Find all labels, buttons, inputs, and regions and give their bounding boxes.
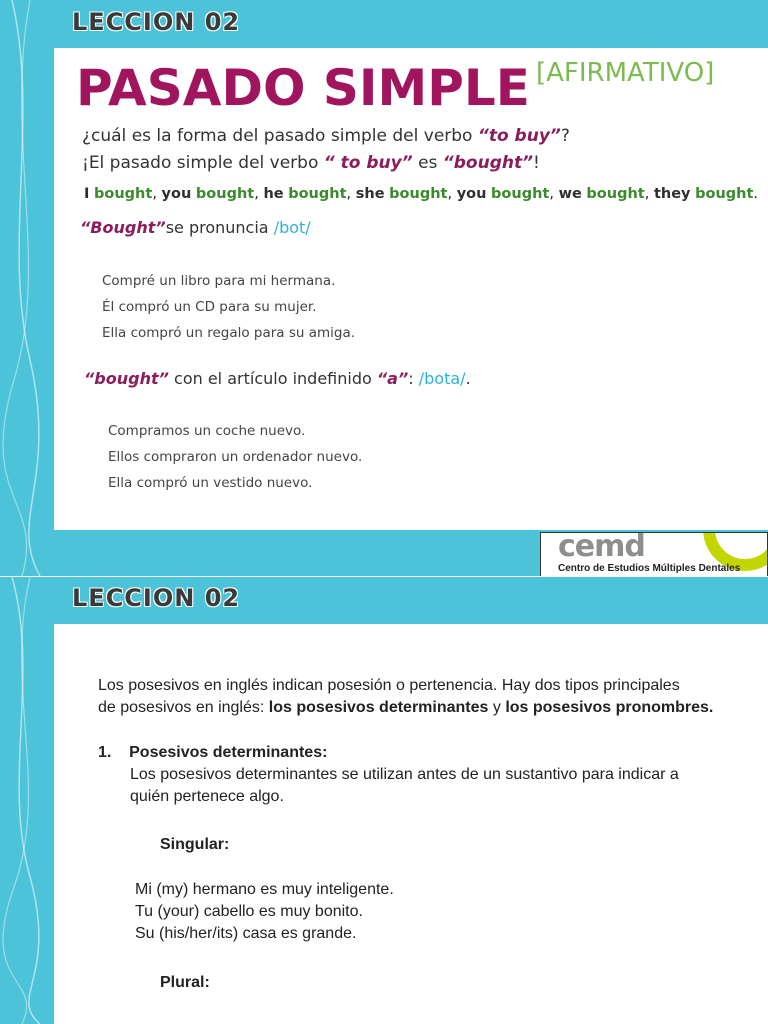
conj-pronoun: you — [161, 186, 192, 202]
conj-verb: bought — [695, 186, 754, 202]
conj-verb: bought — [94, 186, 153, 202]
intro-paragraph: Los posesivos en inglés indican posesión o pertenencia. Hay dos tipos principales de posesivos en inglés: los posesivos determinantes y los posesivos pronombres. — [98, 677, 714, 716]
conj-verb: bought — [491, 186, 550, 202]
lesson-title: LECCION 02 — [72, 8, 241, 36]
singular-examples: Mi (my) hermano es muy inteligente. Tu (your) cabello es muy bonito. Su (his/her/its) casa es grande. — [135, 881, 394, 942]
section-heading: 1. Posesivos determinantes: — [98, 744, 328, 761]
page-title: PASADO SIMPLE — [76, 59, 530, 117]
section-text: Los posesivos determinantes se utilizan antes de un sustantivo para indicar a quién pertenece algo. — [130, 766, 679, 805]
subtitle: [AFIRMATIVO] — [536, 58, 715, 88]
conj-pronoun: he — [263, 186, 284, 202]
pronunciation-article-line: “bought” con el artículo indefinido “a”: /bota/. — [84, 369, 471, 388]
example-sentence: Él compró un CD para su mujer. — [102, 299, 317, 315]
conjugation-line — [84, 186, 758, 202]
logo-tagline: Centro de Estudios Múltiples Dentales — [558, 563, 741, 574]
example-sentence: Ellos compraron un ordenador nuevo. — [108, 449, 363, 465]
plural-label: Plural: — [160, 974, 210, 991]
question-line: ¿cuál es la forma del pasado simple del verbo “to buy”? — [82, 126, 570, 146]
conj-separator: . — [753, 186, 759, 202]
example-sentence: Ella compró un vestido nuevo. — [108, 475, 313, 491]
cemd-logo — [540, 532, 768, 576]
conj-separator: , — [254, 186, 264, 202]
examples-box-2 — [98, 416, 406, 498]
lesson-title: LECCION 02 — [72, 584, 241, 612]
conj-pronoun: we — [558, 186, 582, 202]
decorative-curves — [0, 577, 60, 1024]
conj-pronoun: I — [84, 186, 90, 202]
conj-separator: , — [447, 186, 457, 202]
decorative-curves — [0, 0, 60, 576]
conj-verb: bought — [195, 186, 255, 202]
logo-wordmark: cemd — [558, 532, 645, 564]
examples-box-1 — [92, 266, 392, 348]
pronunciation-line: “Bought”se pronuncia /bot/ — [80, 218, 311, 237]
conj-verb: bought — [389, 186, 448, 202]
conj-verb: bought — [586, 186, 645, 202]
conj-separator: , — [152, 186, 162, 202]
example-sentence: Compré un libro para mi hermana. — [102, 273, 336, 289]
example-sentence: Compramos un coche nuevo. — [108, 423, 306, 439]
conj-pronoun: you — [456, 186, 487, 202]
conj-verb: bought — [288, 186, 347, 202]
answer-line: ¡El pasado simple del verbo “ to buy” es “bought”! — [82, 153, 540, 173]
conj-separator: , — [549, 186, 559, 202]
conj-separator: , — [644, 186, 654, 202]
conj-pronoun: they — [653, 186, 691, 202]
conj-pronoun: she — [355, 186, 385, 202]
example-sentence: Ella compró un regalo para su amiga. — [102, 325, 356, 341]
singular-label: Singular: — [160, 836, 230, 853]
conj-separator: , — [346, 186, 356, 202]
